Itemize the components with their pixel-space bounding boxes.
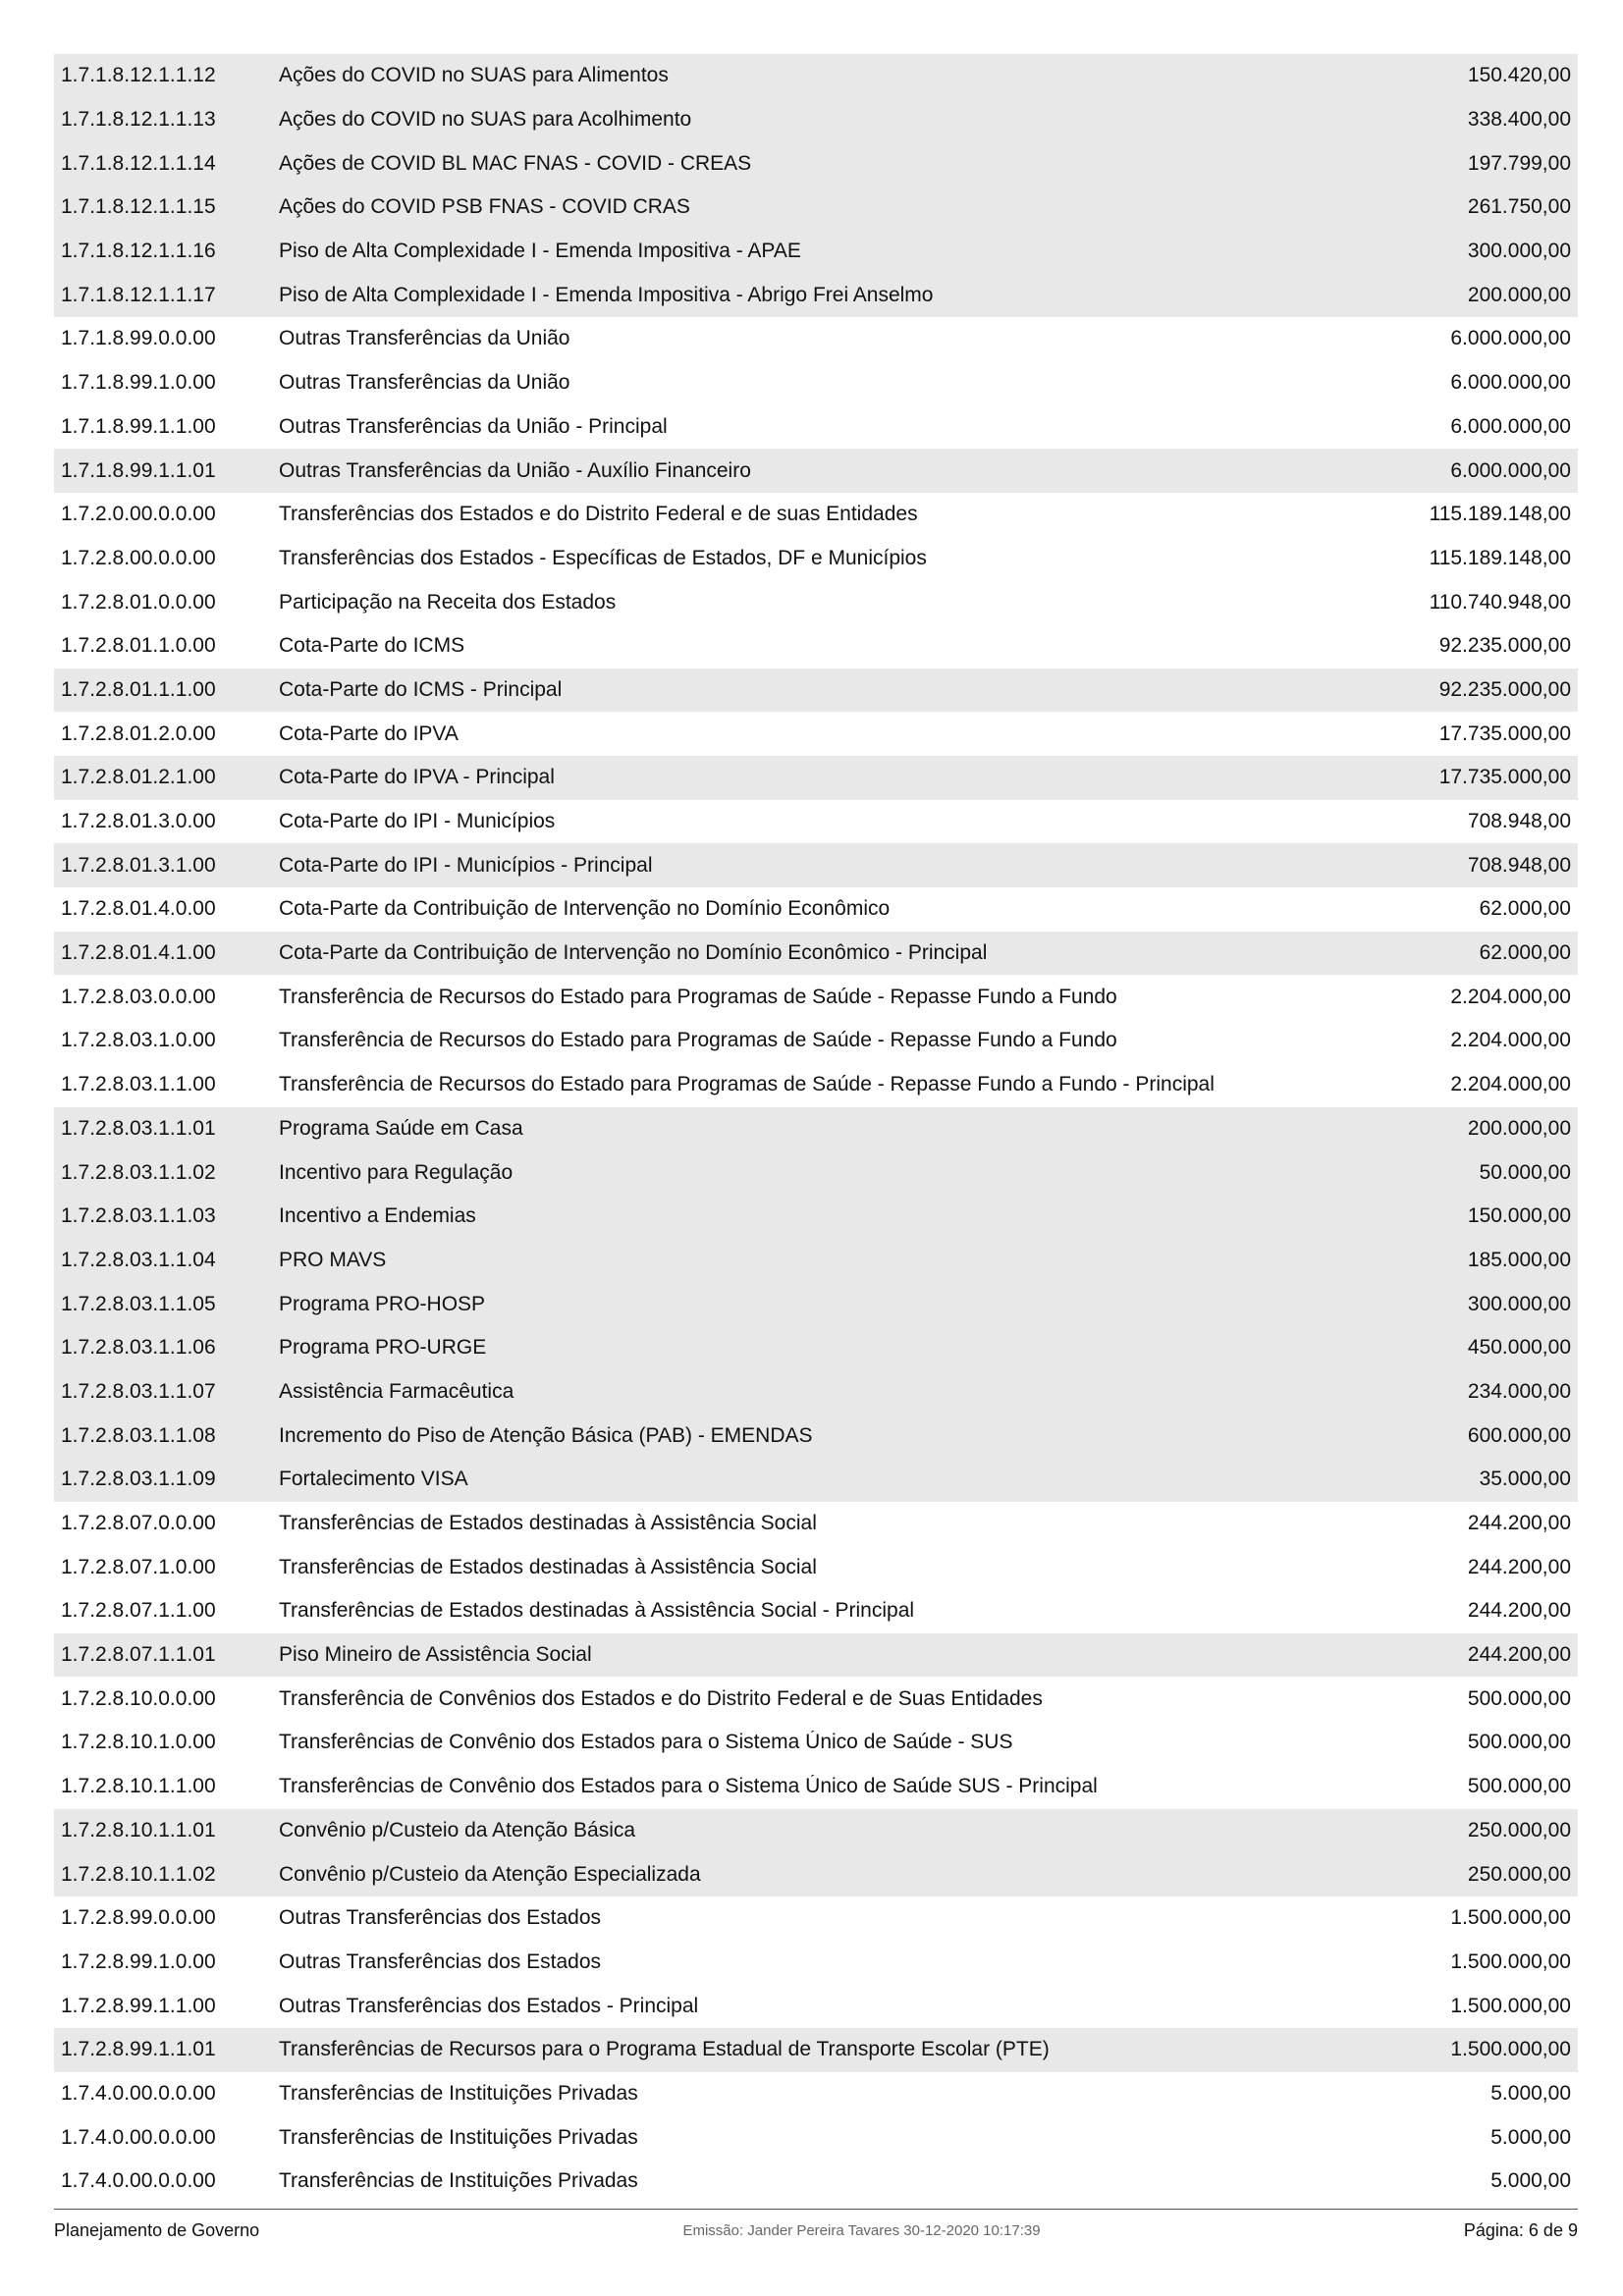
table-row	[54, 932, 1578, 976]
table-row	[54, 1195, 1578, 1239]
row-code: 1.7.1.8.99.1.0.00	[61, 371, 216, 395]
row-code: 1.7.1.8.99.0.0.00	[61, 327, 216, 350]
row-code: 1.7.2.8.03.1.1.01	[61, 1116, 216, 1140]
row-description: Transferência de Convênios dos Estados e do Distrito Federal e de Suas Entidades	[279, 1686, 1043, 1710]
table-row	[54, 449, 1578, 493]
row-value: 600.000,00	[1467, 1423, 1571, 1447]
row-description: Transferências de Instituições Privadas	[279, 2081, 638, 2105]
row-value: 115.189.148,00	[1429, 546, 1571, 569]
row-code: 1.7.2.8.07.1.1.01	[61, 1643, 216, 1667]
row-value: 244.200,00	[1467, 1643, 1571, 1667]
table-row	[54, 2072, 1578, 2116]
row-code: 1.7.2.8.01.1.0.00	[61, 634, 216, 658]
row-description: Piso Mineiro de Assistência Social	[279, 1643, 592, 1667]
revenue-table	[54, 54, 1578, 2204]
row-code: 1.7.1.8.99.1.1.00	[61, 414, 216, 438]
table-row	[54, 361, 1578, 405]
row-description: Transferências de Estados destinadas à Assistência Social	[279, 1512, 817, 1535]
row-description: Transferências dos Estados - Específicas de Estados, DF e Municípios	[279, 546, 927, 569]
row-value: 244.200,00	[1467, 1555, 1571, 1578]
row-value: 338.400,00	[1467, 108, 1571, 132]
row-code: 1.7.2.8.10.1.1.01	[61, 1818, 216, 1842]
row-description: Ações do COVID no SUAS para Acolhimento	[279, 108, 692, 132]
row-code: 1.7.2.8.07.1.0.00	[61, 1555, 216, 1578]
table-row	[54, 1765, 1578, 1809]
row-description: Piso de Alta Complexidade I - Emenda Impositiva - Abrigo Frei Anselmo	[279, 283, 934, 306]
row-code: 1.7.2.8.10.1.0.00	[61, 1731, 216, 1754]
table-row	[54, 230, 1578, 274]
row-description: Outras Transferências dos Estados - Principal	[279, 1994, 699, 2017]
row-value: 261.750,00	[1467, 195, 1571, 219]
row-value: 6.000.000,00	[1450, 327, 1571, 350]
table-row	[54, 1984, 1578, 2028]
row-description: Assistência Farmacêutica	[279, 1379, 514, 1403]
table-row	[54, 887, 1578, 932]
table-row	[54, 624, 1578, 668]
table-row	[54, 1414, 1578, 1458]
row-value: 150.000,00	[1467, 1204, 1571, 1228]
row-code: 1.7.2.8.03.1.1.00	[61, 1073, 216, 1096]
row-code: 1.7.1.8.12.1.1.13	[61, 108, 216, 132]
row-code: 1.7.1.8.12.1.1.17	[61, 283, 216, 306]
row-value: 200.000,00	[1467, 1116, 1571, 1140]
row-description: Cota-Parte do IPVA - Principal	[279, 766, 555, 789]
row-value: 244.200,00	[1467, 1599, 1571, 1623]
row-value: 500.000,00	[1467, 1731, 1571, 1754]
row-value: 5.000,00	[1490, 2125, 1571, 2149]
row-value: 200.000,00	[1467, 283, 1571, 306]
row-description: Transferências de Convênio dos Estados para o Sistema Único de Saúde - SUS	[279, 1731, 1013, 1754]
page-footer	[54, 2209, 1578, 2251]
table-row	[54, 1326, 1578, 1370]
row-value: 185.000,00	[1467, 1248, 1571, 1271]
row-value: 197.799,00	[1467, 151, 1571, 175]
row-description: Cota-Parte da Contribuição de Intervenção no Domínio Econômico	[279, 897, 891, 921]
table-row	[54, 1809, 1578, 1853]
row-value: 250.000,00	[1467, 1862, 1571, 1886]
row-code: 1.7.2.8.03.1.1.08	[61, 1423, 216, 1447]
row-value: 244.200,00	[1467, 1512, 1571, 1535]
row-description: Transferências de Estados destinadas à Assistência Social - Principal	[279, 1599, 915, 1623]
row-code: 1.7.2.8.03.1.1.03	[61, 1204, 216, 1228]
row-description: Transferências de Convênio dos Estados para o Sistema Único de Saúde SUS - Principal	[279, 1775, 1098, 1798]
table-row	[54, 98, 1578, 142]
row-value: 115.189.148,00	[1429, 503, 1571, 526]
row-value: 1.500.000,00	[1450, 2038, 1571, 2061]
row-value: 110.740.948,00	[1429, 590, 1571, 614]
row-description: Transferência de Recursos do Estado para Programas de Saúde - Repasse Fundo a Fundo	[279, 1029, 1117, 1052]
table-row	[54, 1852, 1578, 1896]
row-value: 50.000,00	[1479, 1160, 1571, 1184]
table-row	[54, 1107, 1578, 1151]
table-row	[54, 843, 1578, 887]
row-description: Ações de COVID BL MAC FNAS - COVID - CREAS	[279, 151, 752, 175]
row-code: 1.7.2.8.99.1.1.00	[61, 1994, 216, 2017]
row-code: 1.7.2.8.03.1.1.06	[61, 1336, 216, 1360]
table-row	[54, 1370, 1578, 1415]
row-value: 450.000,00	[1467, 1336, 1571, 1360]
row-value: 6.000.000,00	[1450, 458, 1571, 482]
row-code: 1.7.2.8.01.2.1.00	[61, 766, 216, 789]
row-value: 62.000,00	[1479, 897, 1571, 921]
footer-page-number: Página: 6 de 9	[1463, 2219, 1578, 2240]
row-description: Transferências dos Estados e do Distrito Federal e de suas Entidades	[279, 503, 918, 526]
table-row	[54, 1458, 1578, 1502]
row-code: 1.7.1.8.12.1.1.16	[61, 240, 216, 263]
row-value: 2.204.000,00	[1450, 1073, 1571, 1096]
row-code: 1.7.2.8.03.1.0.00	[61, 1029, 216, 1052]
row-code: 1.7.2.8.01.3.1.00	[61, 853, 216, 877]
table-row	[54, 1150, 1578, 1195]
row-value: 2.204.000,00	[1450, 985, 1571, 1008]
footer-emission: Emissão: Jander Pereira Tavares 30-12-2020 10:17:39	[682, 2221, 1041, 2239]
table-row	[54, 580, 1578, 624]
row-description: Cota-Parte do IPI - Municípios	[279, 810, 556, 833]
table-row	[54, 712, 1578, 756]
row-code: 1.7.2.8.03.1.1.09	[61, 1468, 216, 1491]
row-code: 1.7.2.8.01.4.1.00	[61, 941, 216, 965]
row-code: 1.7.1.8.12.1.1.14	[61, 151, 216, 175]
row-description: Programa PRO-HOSP	[279, 1292, 486, 1315]
table-row	[54, 1633, 1578, 1678]
row-code: 1.7.2.8.03.1.1.04	[61, 1248, 216, 1271]
row-code: 1.7.4.0.00.0.0.00	[61, 2125, 216, 2149]
row-value: 2.204.000,00	[1450, 1029, 1571, 1052]
row-value: 234.000,00	[1467, 1379, 1571, 1403]
table-row	[54, 273, 1578, 317]
table-row	[54, 317, 1578, 361]
row-code: 1.7.2.8.03.1.1.02	[61, 1160, 216, 1184]
row-description: Ações do COVID PSB FNAS - COVID CRAS	[279, 195, 690, 219]
row-code: 1.7.2.8.03.1.1.07	[61, 1379, 216, 1403]
row-code: 1.7.2.8.10.0.0.00	[61, 1686, 216, 1710]
row-code: 1.7.2.8.01.0.0.00	[61, 590, 216, 614]
row-description: Convênio p/Custeio da Atenção Especializada	[279, 1862, 701, 1886]
row-description: Incremento do Piso de Atenção Básica (PAB) - EMENDAS	[279, 1423, 813, 1447]
row-value: 92.235.000,00	[1438, 677, 1571, 701]
row-code: 1.7.2.8.00.0.0.00	[61, 546, 216, 569]
row-value: 1.500.000,00	[1450, 1994, 1571, 2017]
row-value: 17.735.000,00	[1438, 721, 1571, 745]
row-value: 300.000,00	[1467, 1292, 1571, 1315]
table-row	[54, 186, 1578, 230]
row-value: 6.000.000,00	[1450, 371, 1571, 395]
table-row	[54, 1721, 1578, 1765]
table-row	[54, 2160, 1578, 2204]
row-description: Outras Transferências dos Estados	[279, 1906, 601, 1930]
row-description: Programa Saúde em Casa	[279, 1116, 523, 1140]
row-code: 1.7.2.8.99.1.1.01	[61, 2038, 216, 2061]
row-description: Cota-Parte do IPI - Municípios - Principal	[279, 853, 653, 877]
row-value: 1.500.000,00	[1450, 1949, 1571, 1973]
row-description: Transferências de Instituições Privadas	[279, 2125, 638, 2149]
table-row	[54, 800, 1578, 844]
table-row	[54, 668, 1578, 713]
row-code: 1.7.4.0.00.0.0.00	[61, 2081, 216, 2105]
row-code: 1.7.2.8.99.0.0.00	[61, 1906, 216, 1930]
row-value: 17.735.000,00	[1438, 766, 1571, 789]
row-description: Outras Transferências da União - Auxílio Financeiro	[279, 458, 751, 482]
row-value: 35.000,00	[1479, 1468, 1571, 1491]
row-description: Transferências de Estados destinadas à Assistência Social	[279, 1555, 817, 1578]
table-row	[54, 1063, 1578, 1107]
row-value: 5.000,00	[1490, 2169, 1571, 2193]
row-code: 1.7.2.8.07.1.1.00	[61, 1599, 216, 1623]
row-description: Ações do COVID no SUAS para Alimentos	[279, 64, 669, 87]
row-description: Incentivo a Endemias	[279, 1204, 476, 1228]
table-row	[54, 1282, 1578, 1326]
row-value: 708.948,00	[1467, 810, 1571, 833]
table-row	[54, 54, 1578, 98]
row-code: 1.7.1.8.12.1.1.12	[61, 64, 216, 87]
row-code: 1.7.2.8.99.1.0.00	[61, 1949, 216, 1973]
row-description: Outras Transferências da União	[279, 371, 570, 395]
row-code: 1.7.2.8.03.1.1.05	[61, 1292, 216, 1315]
table-row	[54, 2028, 1578, 2072]
row-description: Outras Transferências da União - Principal	[279, 414, 668, 438]
row-code: 1.7.2.8.07.0.0.00	[61, 1512, 216, 1535]
row-code: 1.7.1.8.99.1.1.01	[61, 458, 216, 482]
row-value: 500.000,00	[1467, 1686, 1571, 1710]
row-description: Convênio p/Custeio da Atenção Básica	[279, 1818, 636, 1842]
row-value: 708.948,00	[1467, 853, 1571, 877]
table-row	[54, 1896, 1578, 1941]
row-code: 1.7.2.0.00.0.0.00	[61, 503, 216, 526]
row-description: Cota-Parte do ICMS	[279, 634, 465, 658]
row-value: 62.000,00	[1479, 941, 1571, 965]
row-value: 1.500.000,00	[1450, 1906, 1571, 1930]
table-row	[54, 493, 1578, 537]
row-code: 1.7.2.8.10.1.1.00	[61, 1775, 216, 1798]
table-row	[54, 1941, 1578, 1985]
table-row	[54, 405, 1578, 450]
footer-department: Planejamento de Governo	[54, 2219, 260, 2240]
row-code: 1.7.2.8.10.1.1.02	[61, 1862, 216, 1886]
table-row	[54, 141, 1578, 186]
row-description: Programa PRO-URGE	[279, 1336, 487, 1360]
row-code: 1.7.2.8.01.1.1.00	[61, 677, 216, 701]
row-code: 1.7.2.8.03.0.0.00	[61, 985, 216, 1008]
row-value: 250.000,00	[1467, 1818, 1571, 1842]
row-value: 300.000,00	[1467, 240, 1571, 263]
row-description: Participação na Receita dos Estados	[279, 590, 617, 614]
table-row	[54, 1019, 1578, 1063]
row-description: Cota-Parte do IPVA	[279, 721, 459, 745]
row-description: Fortalecimento VISA	[279, 1468, 468, 1491]
row-description: Transferências de Instituições Privadas	[279, 2169, 638, 2193]
row-description: Cota-Parte do ICMS - Principal	[279, 677, 563, 701]
row-description: Incentivo para Regulação	[279, 1160, 514, 1184]
row-description: Piso de Alta Complexidade I - Emenda Impositiva - APAE	[279, 240, 801, 263]
table-row	[54, 2115, 1578, 2160]
row-value: 5.000,00	[1490, 2081, 1571, 2105]
table-row	[54, 537, 1578, 581]
table-row	[54, 975, 1578, 1019]
table-row	[54, 1589, 1578, 1633]
row-description: Outras Transferências dos Estados	[279, 1949, 601, 1973]
row-code: 1.7.4.0.00.0.0.00	[61, 2169, 216, 2193]
row-description: Outras Transferências da União	[279, 327, 570, 350]
row-value: 500.000,00	[1467, 1775, 1571, 1798]
row-code: 1.7.2.8.01.3.0.00	[61, 810, 216, 833]
table-row	[54, 1677, 1578, 1721]
row-description: Transferência de Recursos do Estado para Programas de Saúde - Repasse Fundo a Fundo - Principal	[279, 1073, 1215, 1096]
row-description: Transferências de Recursos para o Programa Estadual de Transporte Escolar (PTE)	[279, 2038, 1050, 2061]
table-row	[54, 1502, 1578, 1546]
row-value: 92.235.000,00	[1438, 634, 1571, 658]
row-code: 1.7.1.8.12.1.1.15	[61, 195, 216, 219]
table-row	[54, 756, 1578, 800]
row-value: 6.000.000,00	[1450, 414, 1571, 438]
row-description: Transferência de Recursos do Estado para Programas de Saúde - Repasse Fundo a Fundo	[279, 985, 1117, 1008]
table-row	[54, 1545, 1578, 1589]
row-code: 1.7.2.8.01.4.0.00	[61, 897, 216, 921]
table-row	[54, 1239, 1578, 1283]
row-description: PRO MAVS	[279, 1248, 387, 1271]
row-code: 1.7.2.8.01.2.0.00	[61, 721, 216, 745]
row-description: Cota-Parte da Contribuição de Intervenção no Domínio Econômico - Principal	[279, 941, 988, 965]
row-value: 150.420,00	[1467, 64, 1571, 87]
